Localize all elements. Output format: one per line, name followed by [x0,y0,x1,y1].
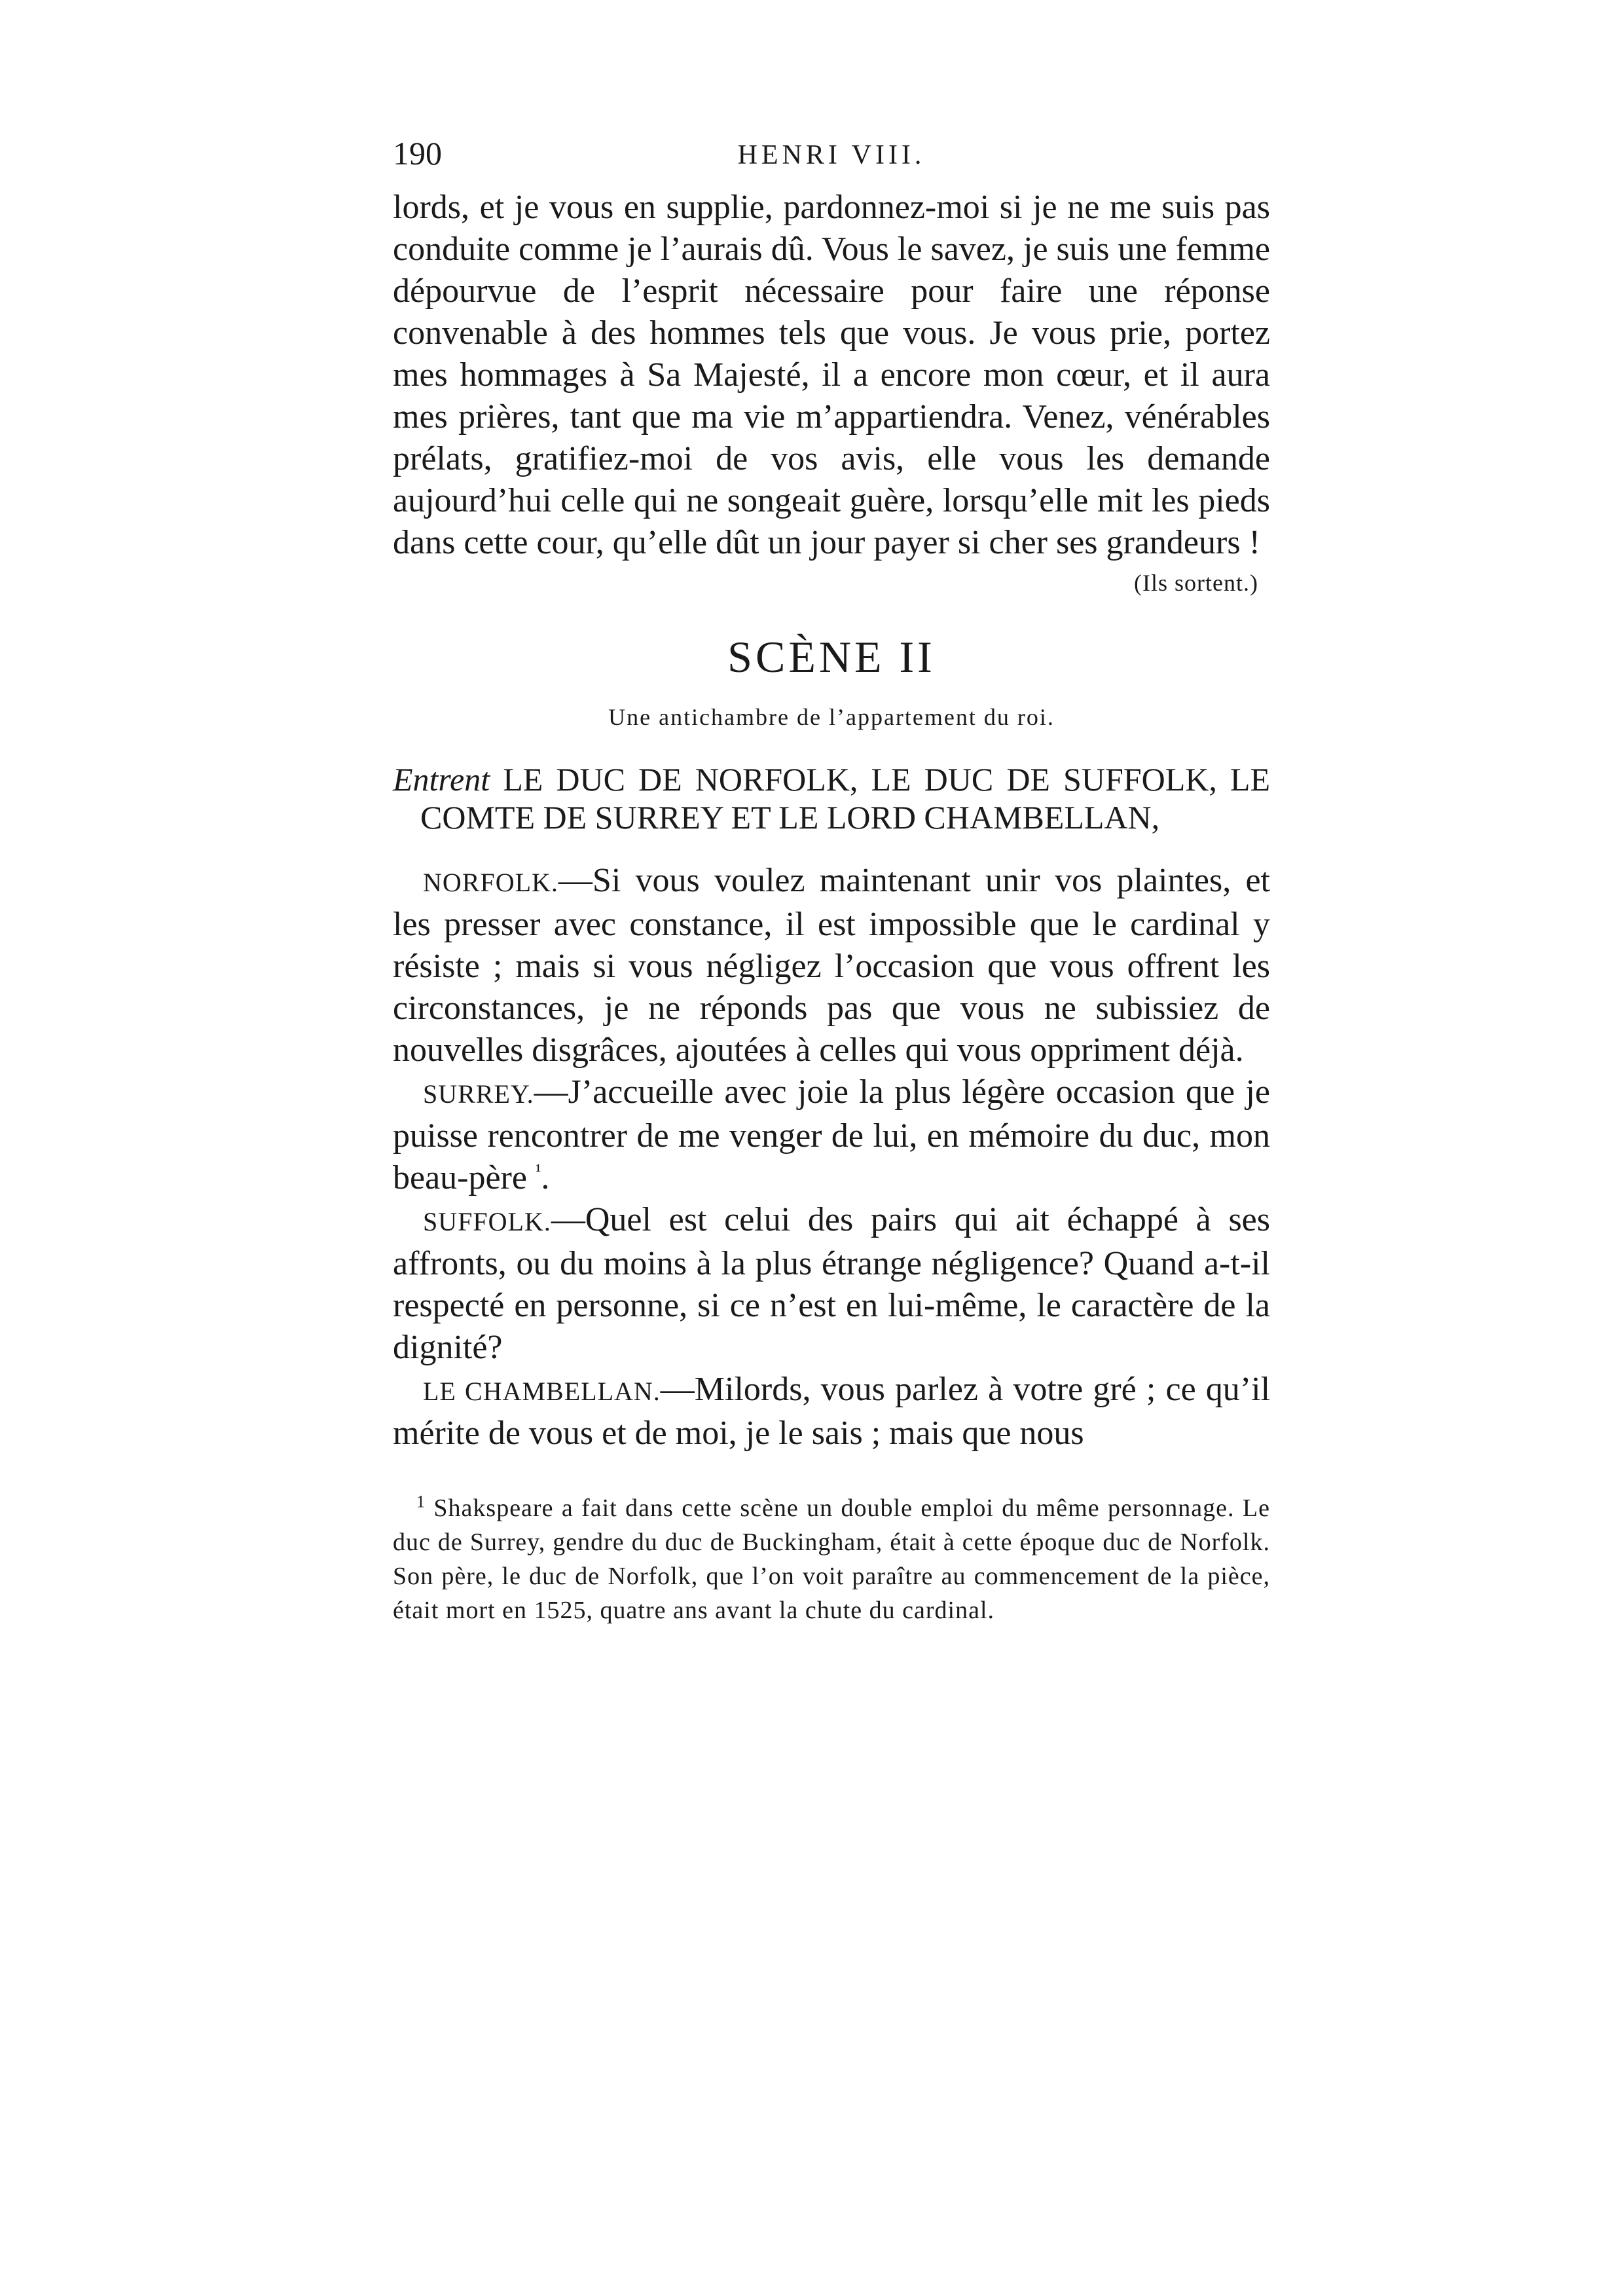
page-header [393,134,1270,187]
footnote-text: Shakspeare a fait dans cette scène un double emploi du même personnage. Le duc de Surrey, gendre du duc de Buckingham, était à cette époque duc de Norfolk. Son père, le duc de Norfolk, que l’on voit paraître au commencement de la pièce, était mort en 1525, quatre ans avant la chute du cardinal. [393,1494,1270,1624]
scene-setting: Une antichambre de l’appartement du roi. [608,704,1055,730]
footnote [393,1491,1270,1627]
entrance-characters: LE DUC DE NORFOLK, LE DUC DE SUFFOLK, LE COMTE DE SURREY ET LE LORD CHAMBELLAN, [420,761,1271,836]
speaker-name: NORFOLK. [423,868,558,897]
speech-surrey [393,1071,1270,1199]
entrance-verb: Entrent [393,761,490,798]
speaker-name: SURREY. [423,1079,534,1109]
speaker-name: LE CHAMBELLAN. [423,1377,661,1406]
speech-text: —Si vous voulez maintenant unir vos plaintes, et les presser avec constance, il est impossible que le cardinal y résiste ; mais si vous négligez l’occasion que vous offrent les circonstances, je ne réponds pas que vous ne subissiez de nouvelles disgrâces, ajoutées à celles qui vous oppriment déjà. [393,862,1270,1069]
speaker-name: SUFFOLK. [423,1207,551,1236]
book-page [393,134,1270,1627]
speech-chambellan [393,1369,1270,1454]
speech-text-end: . [541,1159,550,1196]
speech-text: —Milords, vous parlez à votre gré ; ce qu’il mérite de vous et de moi, je le sais ; mais que nous [393,1371,1271,1452]
speech-text: —Quel est celui des pairs qui ait échappé à ses affronts, ou du moins à la plus étrange négligence? Quand a-t-il respecté en personne, si ce n’est en lui-même, le caractère de la dignité? [393,1201,1270,1366]
footnote-reference: ¹ [535,1160,541,1181]
scene-title: SCÈNE II [727,632,936,682]
stage-direction-exit: (Ils sortent.) [1134,570,1258,596]
footnote-mark: 1 [416,1492,426,1511]
entrance-direction [393,760,1270,836]
speech-text: —J’accueille avec joie la plus légère occasion que je puisse rencontrer de me venger de lui, en mémoire du duc, mon beau-père [393,1073,1270,1196]
page-number: 190 [393,135,442,172]
opening-paragraph: lords, et je vous en supplie, pardonnez-moi si je ne me suis pas conduite comme je l’aurais dû. Vous le savez, je suis une femme dépourvue de l’esprit nécessaire pour faire une réponse convenable à des hommes tels que vous. Je vous prie, portez mes hommages à Sa Majesté, il a encore mon cœur, et il aura mes prières, tant que ma vie m’appartiendra. Venez, vénérables prélats, gratifiez-moi de vos avis, elle vous les demande aujourd’hui celle qui ne songeait guère, lorsqu’elle mit les pieds dans cette cour, qu’elle dût un jour payer si cher ses grandeurs ! [393,189,1270,561]
running-head: HENRI VIII. [737,140,926,170]
speech-norfolk [393,860,1270,1071]
speech-suffolk [393,1199,1270,1369]
